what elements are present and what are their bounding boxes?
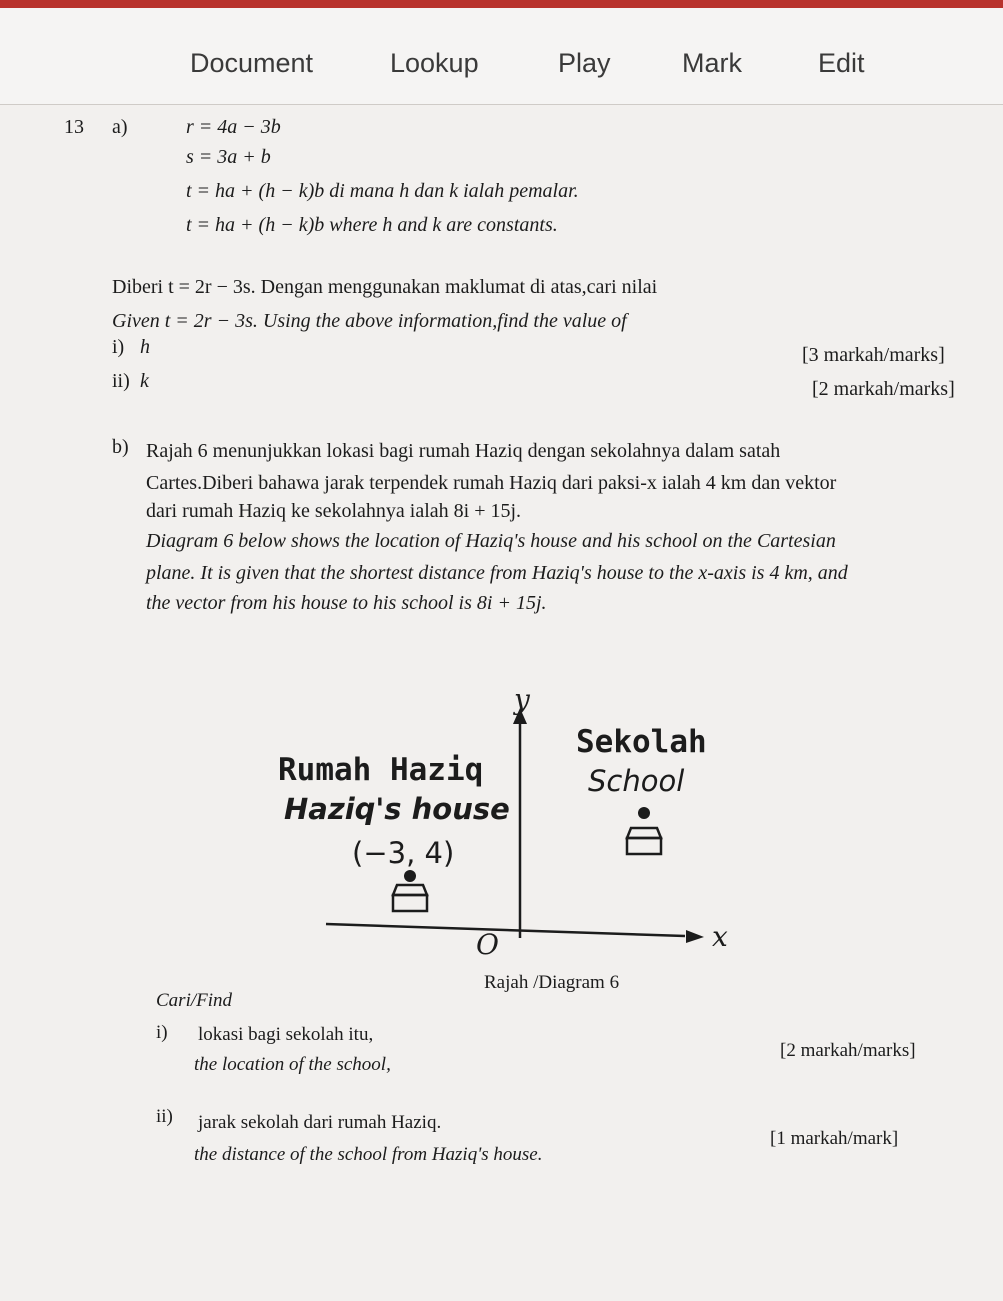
school-icon — [627, 807, 661, 854]
menu-bar — [0, 8, 1003, 105]
sub-i-label: i) — [112, 336, 125, 358]
sub-i-marks: [3 markah/marks] — [802, 344, 945, 366]
sub-ii-variable: k — [140, 370, 149, 392]
equation-t-en: t = ha + (h − k)b where h and k are constants. — [186, 214, 558, 236]
part-b-ms-line-2: Cartes.Diberi bahawa jarak terpendek rumah Haziq dari paksi-x ialah 4 km dan vektor — [146, 472, 837, 494]
x-axis-arrowhead — [686, 930, 704, 943]
part-b-en-line-2: plane. It is given that the shortest distance from Haziq's house to the x-axis is 4 km, and — [146, 562, 848, 584]
equation-r: r = 4a − 3b — [186, 116, 281, 138]
house-label-en: Haziq's house — [284, 792, 510, 826]
school-label-ms: Sekolah — [576, 724, 707, 760]
x-axis-label: x — [712, 920, 728, 953]
sub-ii-marks: [2 markah/marks] — [812, 378, 955, 400]
school-label-en: School — [588, 764, 685, 798]
menu-play[interactable]: Play — [558, 48, 611, 78]
house-coordinates: (−3, 4) — [352, 836, 455, 870]
question-number: 13 — [64, 116, 84, 138]
x-axis — [326, 924, 685, 936]
diagram-caption: Rajah /Diagram 6 — [484, 972, 620, 993]
part-b-ms-line-1: Rajah 6 menunjukkan lokasi bagi rumah Haziq dengan sekolahnya dalam satah — [146, 440, 781, 462]
find-ii-label: ii) — [156, 1106, 173, 1127]
find-ii-en: the distance of the school from Haziq's house. — [194, 1144, 543, 1165]
part-b-en-line-1: Diagram 6 below shows the location of Haziq's house and his school on the Cartesian — [146, 530, 836, 552]
part-b-ms-line-3: dari rumah Haziq ke sekolahnya ialah 8i + 15j. — [146, 500, 522, 522]
equation-t-ms: t = ha + (h − k)b di mana h dan k ialah pemalar. — [186, 180, 579, 202]
find-i-ms: lokasi bagi sekolah itu, — [198, 1024, 374, 1045]
house-icon — [393, 870, 427, 911]
sub-i-variable: h — [140, 336, 150, 358]
sub-ii-label: ii) — [112, 370, 130, 392]
menu-document[interactable]: Document — [190, 48, 314, 78]
menu-edit[interactable]: Edit — [818, 48, 865, 78]
find-ii-marks: [1 markah/mark] — [770, 1128, 899, 1149]
y-axis-label: y — [514, 683, 530, 716]
find-i-label: i) — [156, 1022, 168, 1043]
find-heading: Cari/Find — [156, 990, 233, 1011]
menu-mark[interactable]: Mark — [682, 48, 742, 78]
part-a-label: a) — [112, 116, 128, 138]
part-b-en-line-3: the vector from his house to his school is 8i + 15j. — [146, 592, 547, 614]
house-label-ms: Rumah Haziq — [278, 752, 484, 788]
find-i-marks: [2 markah/marks] — [780, 1040, 916, 1061]
top-accent-bar — [0, 0, 1003, 8]
given-ms: Diberi t = 2r − 3s. Dengan menggunakan maklumat di atas,cari nilai — [112, 276, 658, 298]
equation-s: s = 3a + b — [186, 146, 271, 168]
given-en: Given t = 2r − 3s. Using the above information,find the value of — [112, 310, 627, 332]
find-ii-ms: jarak sekolah dari rumah Haziq. — [198, 1112, 442, 1133]
origin-label: O — [476, 928, 499, 961]
find-i-en: the location of the school, — [194, 1054, 391, 1075]
part-b-label: b) — [112, 436, 129, 458]
menu-lookup[interactable]: Lookup — [390, 48, 479, 78]
